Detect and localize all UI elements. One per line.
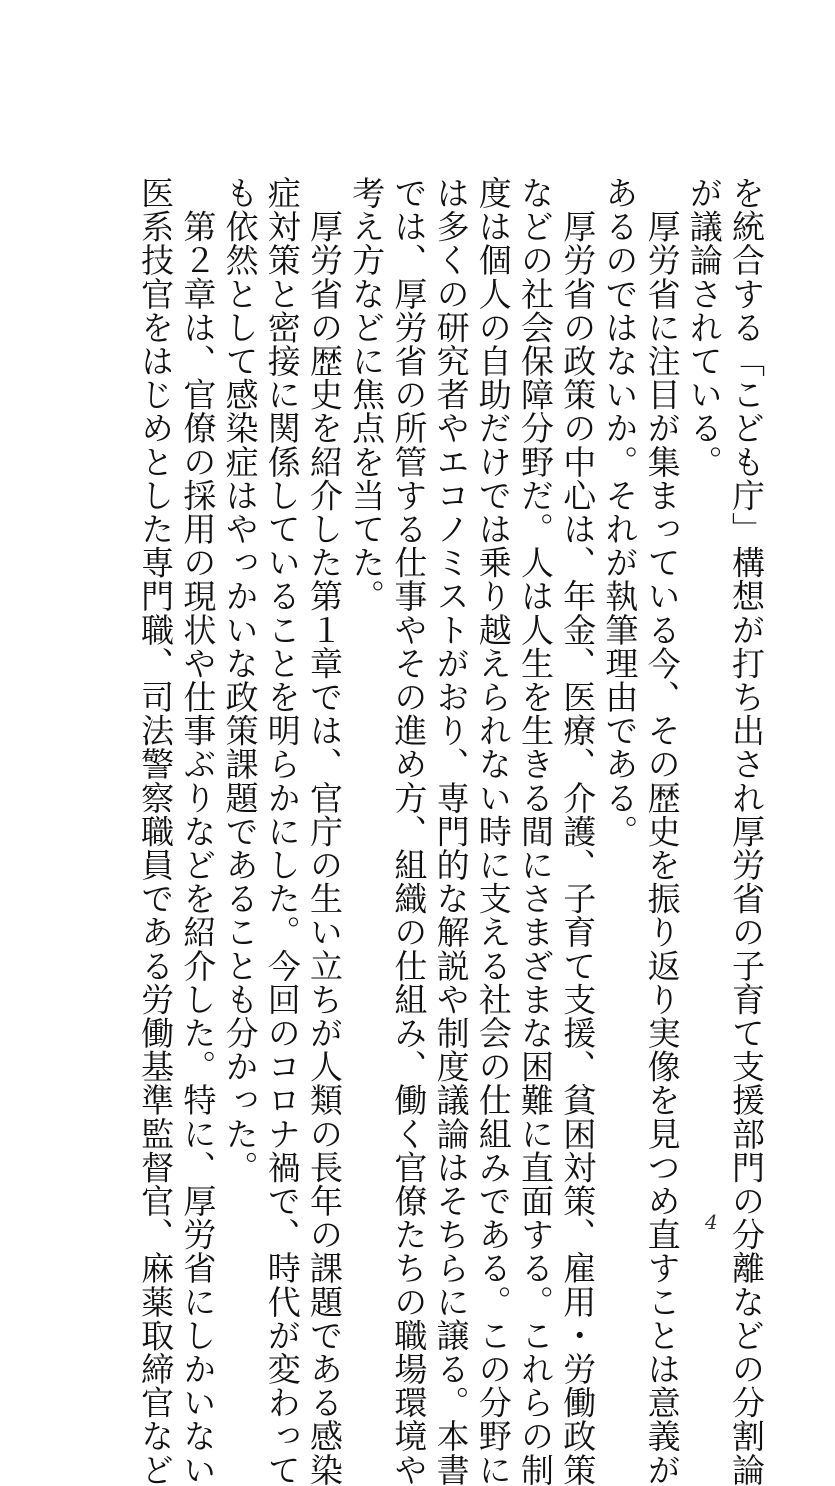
page-number: 4 bbox=[705, 1210, 718, 1234]
text-line: 医系技官をはじめとした専門職、司法警察職員である労働基準監督官、麻薬取締官など bbox=[136, 176, 176, 1486]
text-line: が議論されている。 bbox=[684, 176, 724, 479]
text-line: 考え方などに焦点を当てた。 bbox=[347, 176, 387, 613]
text-line: も依然として感染症はやっかいな政策課題であることも分かった。 bbox=[220, 176, 260, 1184]
text-line: を統合する「こども庁」構想が打ち出され厚労省の子育て支援部門の分離などの分割論 bbox=[727, 176, 766, 1486]
text-line: 厚労省の歴史を紹介した第１章では、官庁の生い立ちが人類の長年の課題である感染 bbox=[304, 176, 344, 1486]
text-line: 厚労省に注目が集まっている今、その歴史を振り返り実像を見つめ直すことは意義が bbox=[642, 176, 682, 1486]
text-line: 度は個人の自助だけでは乗り越えられない時に支える社会の仕組みである。この分野に bbox=[473, 176, 513, 1486]
text-line: 症対策と密接に関係していることを明らかにした。今回のコロナ禍で、時代が変わって bbox=[262, 176, 302, 1486]
text-line: は多くの研究者やエコノミストがおり、専門的な解説や制度議論はそちらに譲る。本書 bbox=[431, 176, 471, 1486]
text-line: 第２章は、官僚の採用の現状や仕事ぶりなどを紹介した。特に、厚労省にしかいない bbox=[178, 176, 218, 1486]
text-line: 厚労省の政策の中心は、年金、医療、介護、子育て支援、貧困対策、雇用・労働政策 bbox=[558, 176, 598, 1486]
text-line: あるのではないか。それが執筆理由である。 bbox=[600, 176, 640, 848]
text-line: などの社会保障分野だ。人は人生を生きる間にさまざまな困難に直面する。これらの制 bbox=[515, 176, 555, 1486]
vertical-text-block bbox=[87, 176, 767, 1486]
text-line: では、厚労省の所管する仕事やその進め方、組織の仕組み、働く官僚たちの職場環境や bbox=[389, 176, 429, 1486]
